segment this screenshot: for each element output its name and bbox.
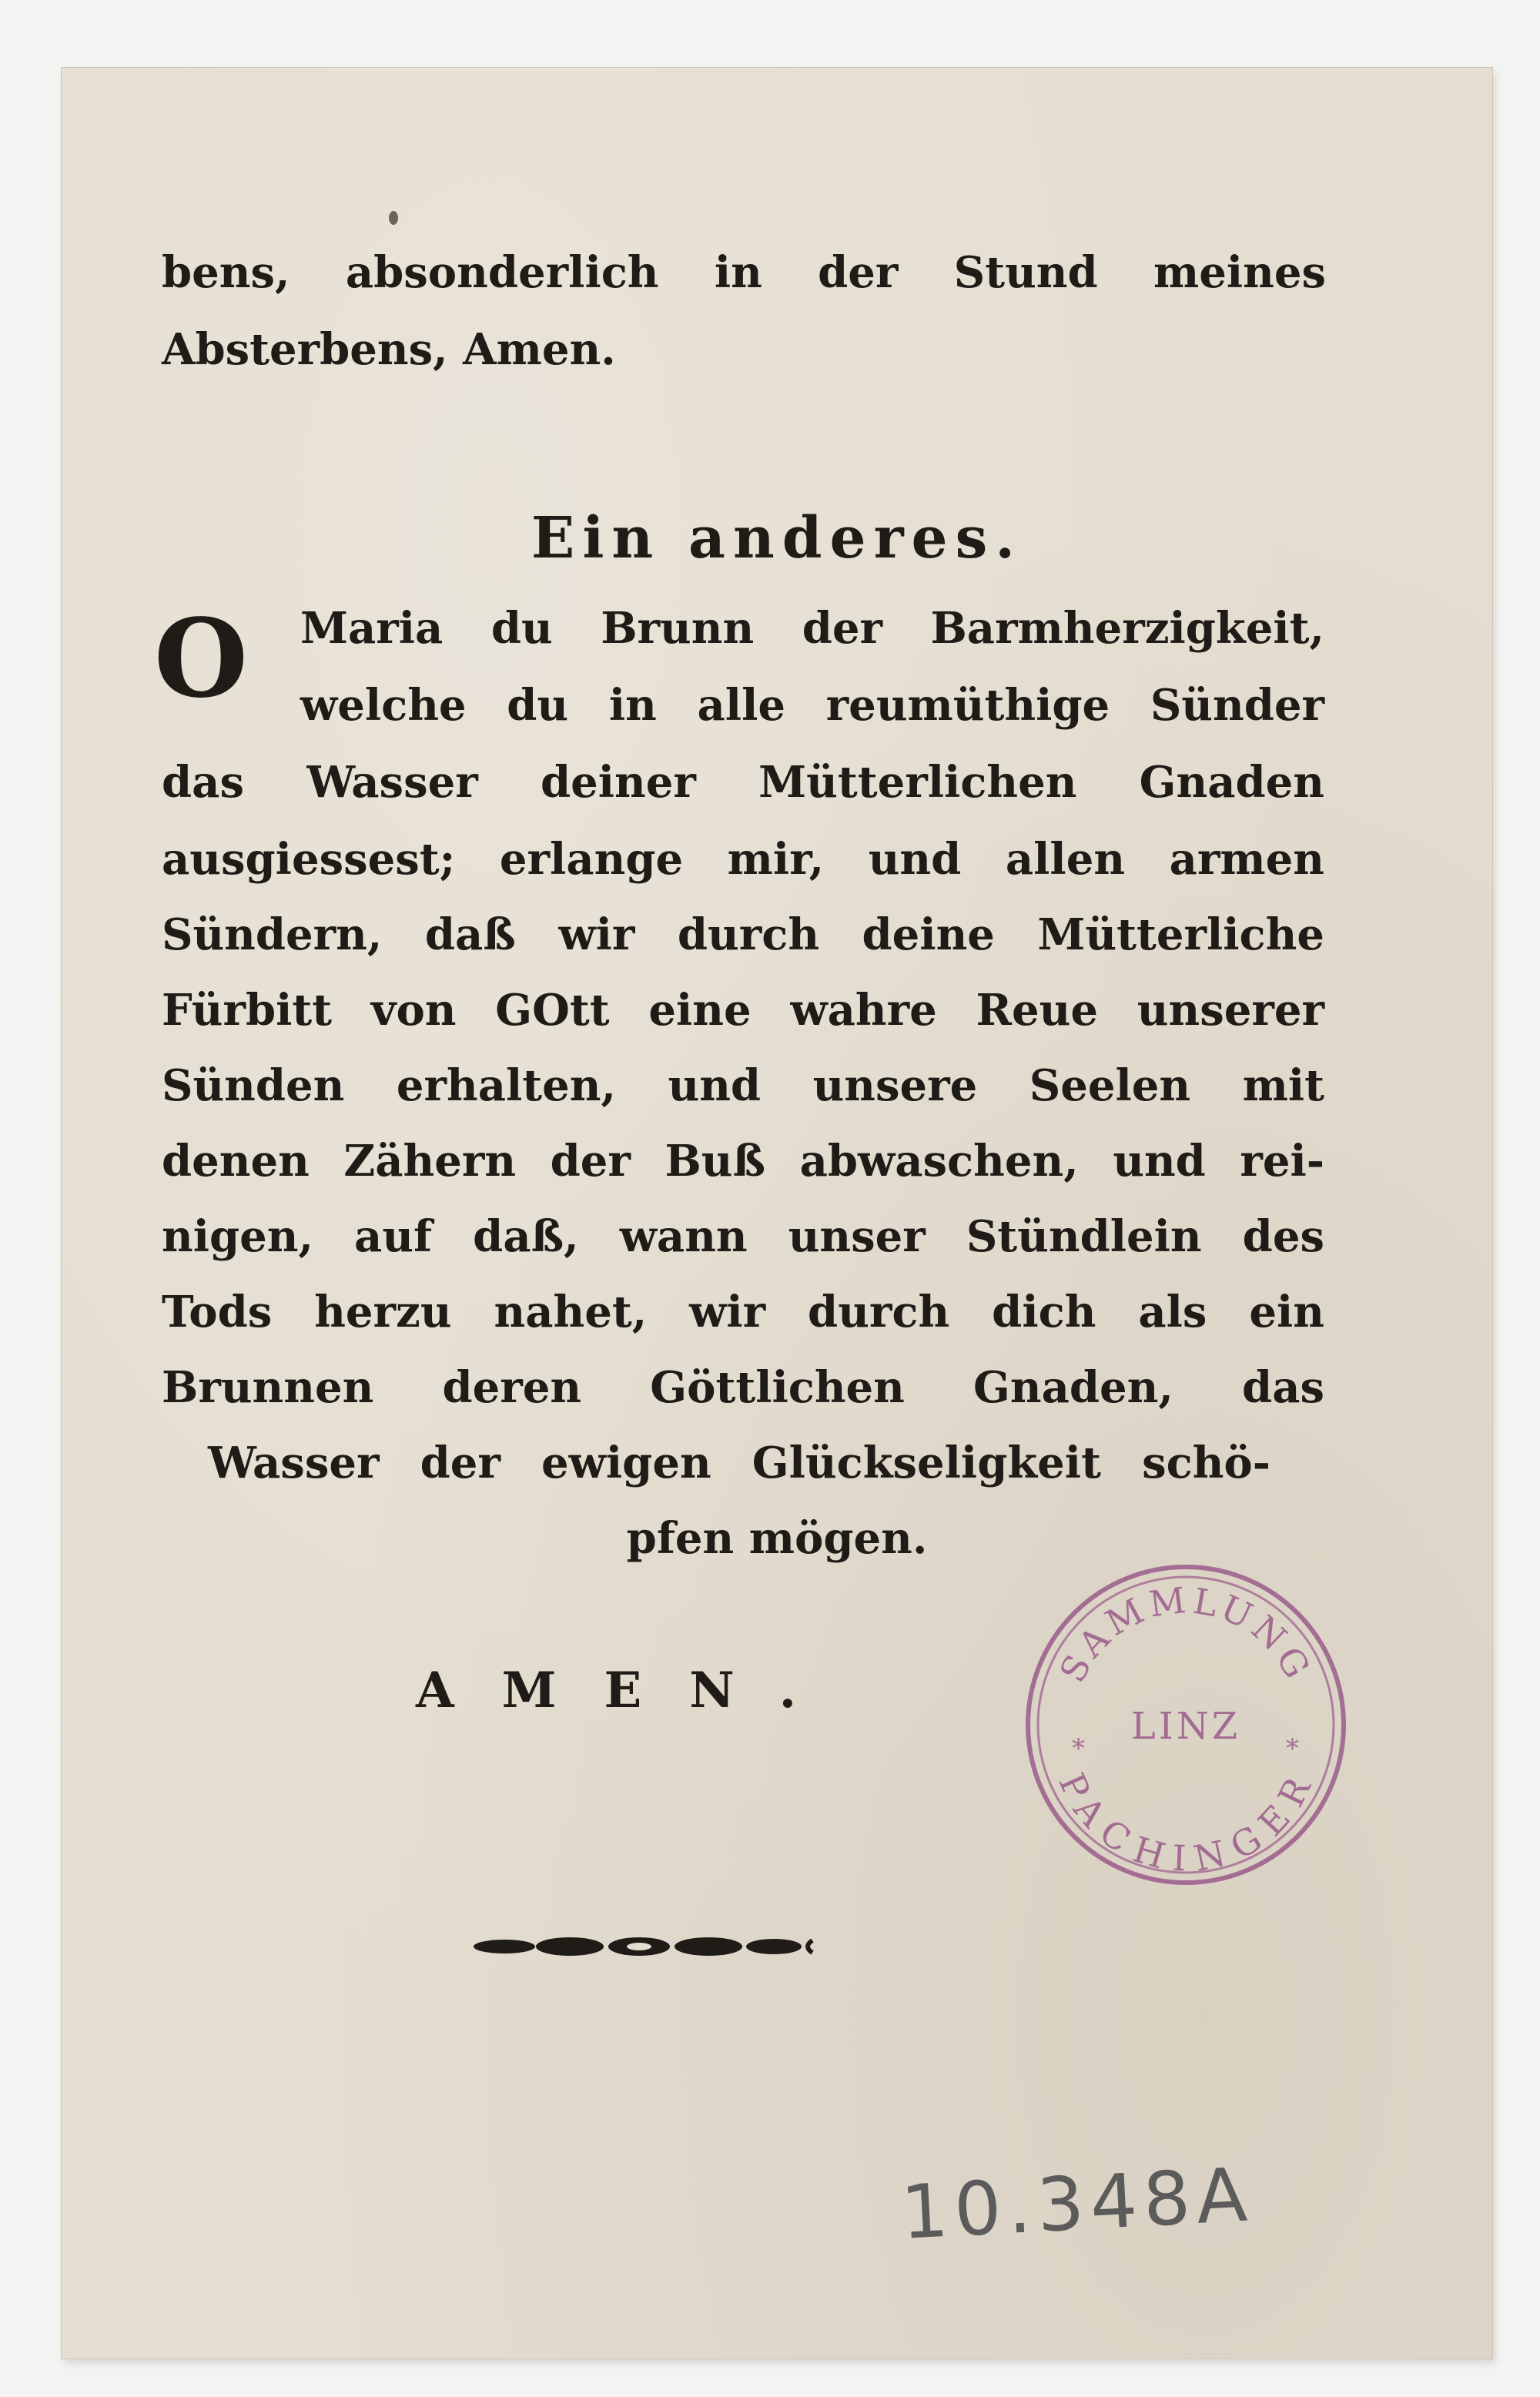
paragraph-line-13: pfen mögen. (626, 1513, 928, 1564)
amen-closing: AMEN. (416, 1662, 844, 1719)
paragraph-line-11: Brunnen deren Göttlichen Gnaden, das (162, 1362, 1324, 1413)
paragraph-line-7: Sünden erhalten, und unsere Seelen mit (162, 1060, 1324, 1111)
paragraph-line-2: welche du in alle reumüthige Sünder (300, 680, 1324, 731)
paragraph-line-12: Wasser der ewigen Glückseligkeit schö- (208, 1438, 1270, 1488)
stamp-bottom-text: PACHINGER (1050, 1766, 1321, 1880)
paragraph-line-3: das Wasser deiner Mütterlichen Gnaden (162, 757, 1324, 808)
paragraph-line-9: nigen, auf daß, wann unser Stündlein des (162, 1211, 1324, 1262)
paper-sheet (62, 68, 1492, 2359)
stamp-top-text: SAMMLUNG (1051, 1578, 1321, 1689)
paragraph-line-8: denen Zähern der Buß abwaschen, und rei- (162, 1136, 1324, 1187)
paragraph-line-4: ausgiessest; erlange mir, und allen armen (162, 834, 1324, 885)
svg-text:SAMMLUNG (1051, 1578, 1320, 1689)
paragraph-line-1: Maria du Brunn der Barmherzigkeit, (300, 603, 1324, 654)
paragraph-line-10: Tods herzu nahet, wir durch dich als ein (162, 1287, 1324, 1337)
stamp-star-right: * (1286, 1733, 1299, 1764)
paragraph-line-6: Fürbitt von GOtt eine wahre Reue unserer (162, 985, 1324, 1036)
paragraph-line-5: Sündern, daß wir durch deine Mütterliche (162, 909, 1324, 960)
drop-cap: O (154, 596, 248, 722)
collection-stamp (1016, 1555, 1355, 1894)
pinhole-mark (389, 211, 398, 225)
svg-text:PACHINGER (1050, 1767, 1321, 1880)
intro-line-2: Absterbens, Amen. (162, 324, 616, 375)
shelfmark-handwritten: 10.348A (899, 2151, 1256, 2256)
stamp-star-left: * (1072, 1733, 1085, 1764)
section-heading: Ein anderes. (531, 505, 1023, 571)
intro-line-1: bens, absonderlich in der Stund meines (162, 247, 1326, 298)
tailpiece-ornament (474, 1931, 835, 1962)
stamp-center-text: LINZ (1130, 1705, 1241, 1748)
